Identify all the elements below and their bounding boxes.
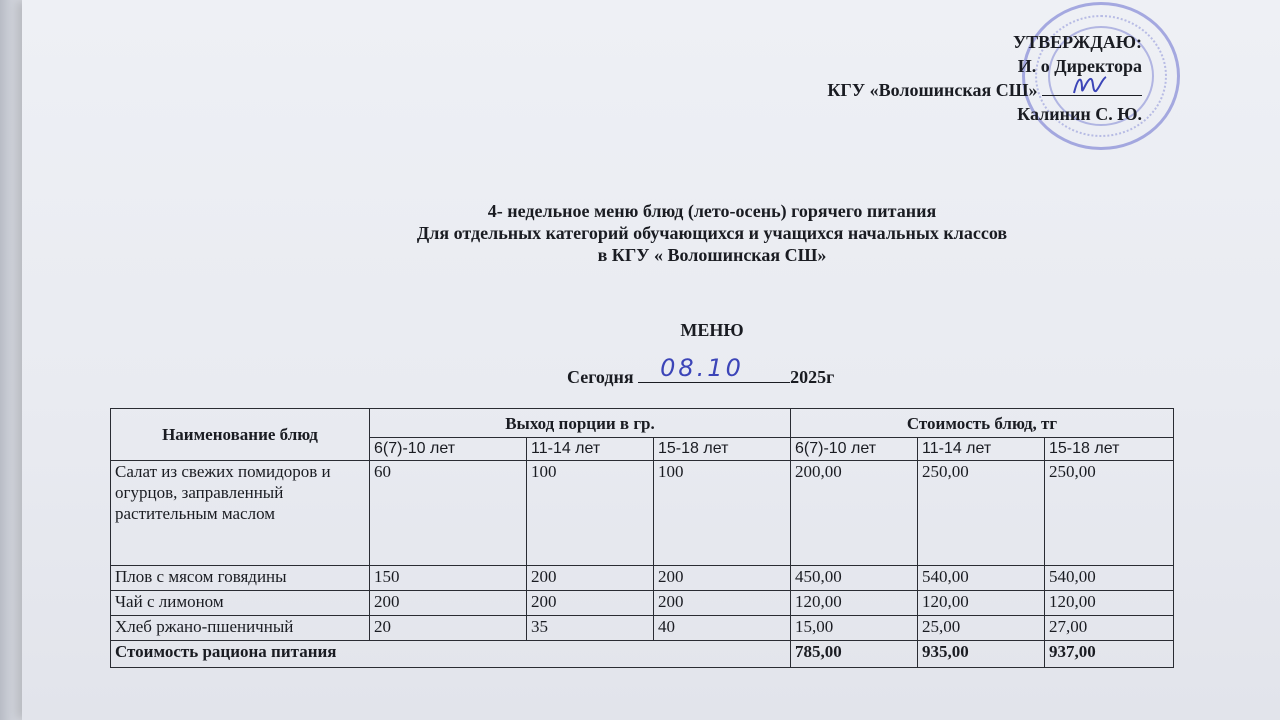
portion-cell: 200 — [527, 591, 654, 616]
total-row — [111, 641, 1174, 668]
portion-cell: 60 — [370, 461, 527, 566]
total-cost-cell: 935,00 — [918, 641, 1045, 668]
cost-cell: 200,00 — [791, 461, 918, 566]
approval-block — [827, 30, 1142, 126]
portion-cell: 200 — [370, 591, 527, 616]
portion-cell: 150 — [370, 566, 527, 591]
cost-cell: 25,00 — [918, 616, 1045, 641]
menu-label: МЕНЮ — [680, 320, 744, 340]
table-row — [111, 616, 1174, 641]
title-line-1: 4- недельное меню блюд (лето-осень) горячего питания — [487, 201, 937, 221]
cost-cell: 250,00 — [918, 461, 1045, 566]
signature-icon — [1070, 71, 1110, 99]
total-label: Стоимость рациона питания — [111, 641, 791, 668]
age-group-header: 11-14 лет — [918, 438, 1045, 461]
age-group-header: 15-18 лет — [654, 438, 791, 461]
approval-name: Калинин С. Ю. — [1017, 104, 1142, 124]
cost-cell: 120,00 — [791, 591, 918, 616]
cost-cell: 27,00 — [1045, 616, 1174, 641]
signature-line — [1042, 79, 1142, 96]
approval-heading: УТВЕРЖДАЮ: — [1012, 32, 1142, 52]
cost-cell: 120,00 — [918, 591, 1045, 616]
menu-table — [110, 408, 1174, 668]
cost-cell: 120,00 — [1045, 591, 1174, 616]
document-sheet — [22, 0, 1280, 720]
age-group-header: 11-14 лет — [527, 438, 654, 461]
portion-cell: 200 — [654, 566, 791, 591]
title-line-3: в КГУ « Волошинская СШ» — [597, 245, 827, 265]
total-cost-cell: 937,00 — [1045, 641, 1174, 668]
cost-cell: 540,00 — [918, 566, 1045, 591]
dish-name: Чай с лимоном — [111, 591, 370, 616]
dish-name: Хлеб ржано-пшеничный — [111, 616, 370, 641]
portion-cell: 200 — [527, 566, 654, 591]
approval-position: И. о Директора — [1017, 56, 1142, 76]
date-suffix: 2025г — [790, 367, 835, 387]
table-row — [111, 461, 1174, 566]
dish-name: Салат из свежих помидоров и огурцов, заправленный растительным маслом — [111, 461, 370, 566]
portion-cell: 35 — [527, 616, 654, 641]
portion-cell: 40 — [654, 616, 791, 641]
cost-cell: 540,00 — [1045, 566, 1174, 591]
portion-cell: 100 — [654, 461, 791, 566]
title-line-2: Для отдельных категорий обучающихся и учащихся начальных классов — [416, 223, 1008, 243]
header-cost: Стоимость блюд, тг — [791, 409, 1174, 438]
table-row — [111, 591, 1174, 616]
portion-cell: 20 — [370, 616, 527, 641]
approval-organization: КГУ «Волошинская СШ» — [827, 80, 1038, 100]
date-blank — [638, 354, 790, 383]
cost-cell: 450,00 — [791, 566, 918, 591]
total-cost-cell: 785,00 — [791, 641, 918, 668]
portion-cell: 200 — [654, 591, 791, 616]
header-dish: Наименование блюд — [111, 409, 370, 461]
date-line — [567, 354, 835, 388]
dish-name: Плов с мясом говядины — [111, 566, 370, 591]
approval-organization-line — [827, 78, 1142, 102]
age-group-header: 6(7)-10 лет — [370, 438, 527, 461]
cost-cell: 250,00 — [1045, 461, 1174, 566]
header-portion: Выход порции в гр. — [370, 409, 791, 438]
portion-cell: 100 — [527, 461, 654, 566]
cost-cell: 15,00 — [791, 616, 918, 641]
date-handwritten: 08.10 — [660, 354, 744, 382]
document-title — [22, 200, 1280, 266]
age-group-header: 15-18 лет — [1045, 438, 1174, 461]
table-row — [111, 566, 1174, 591]
date-prefix: Сегодня — [567, 367, 634, 387]
age-group-header: 6(7)-10 лет — [791, 438, 918, 461]
